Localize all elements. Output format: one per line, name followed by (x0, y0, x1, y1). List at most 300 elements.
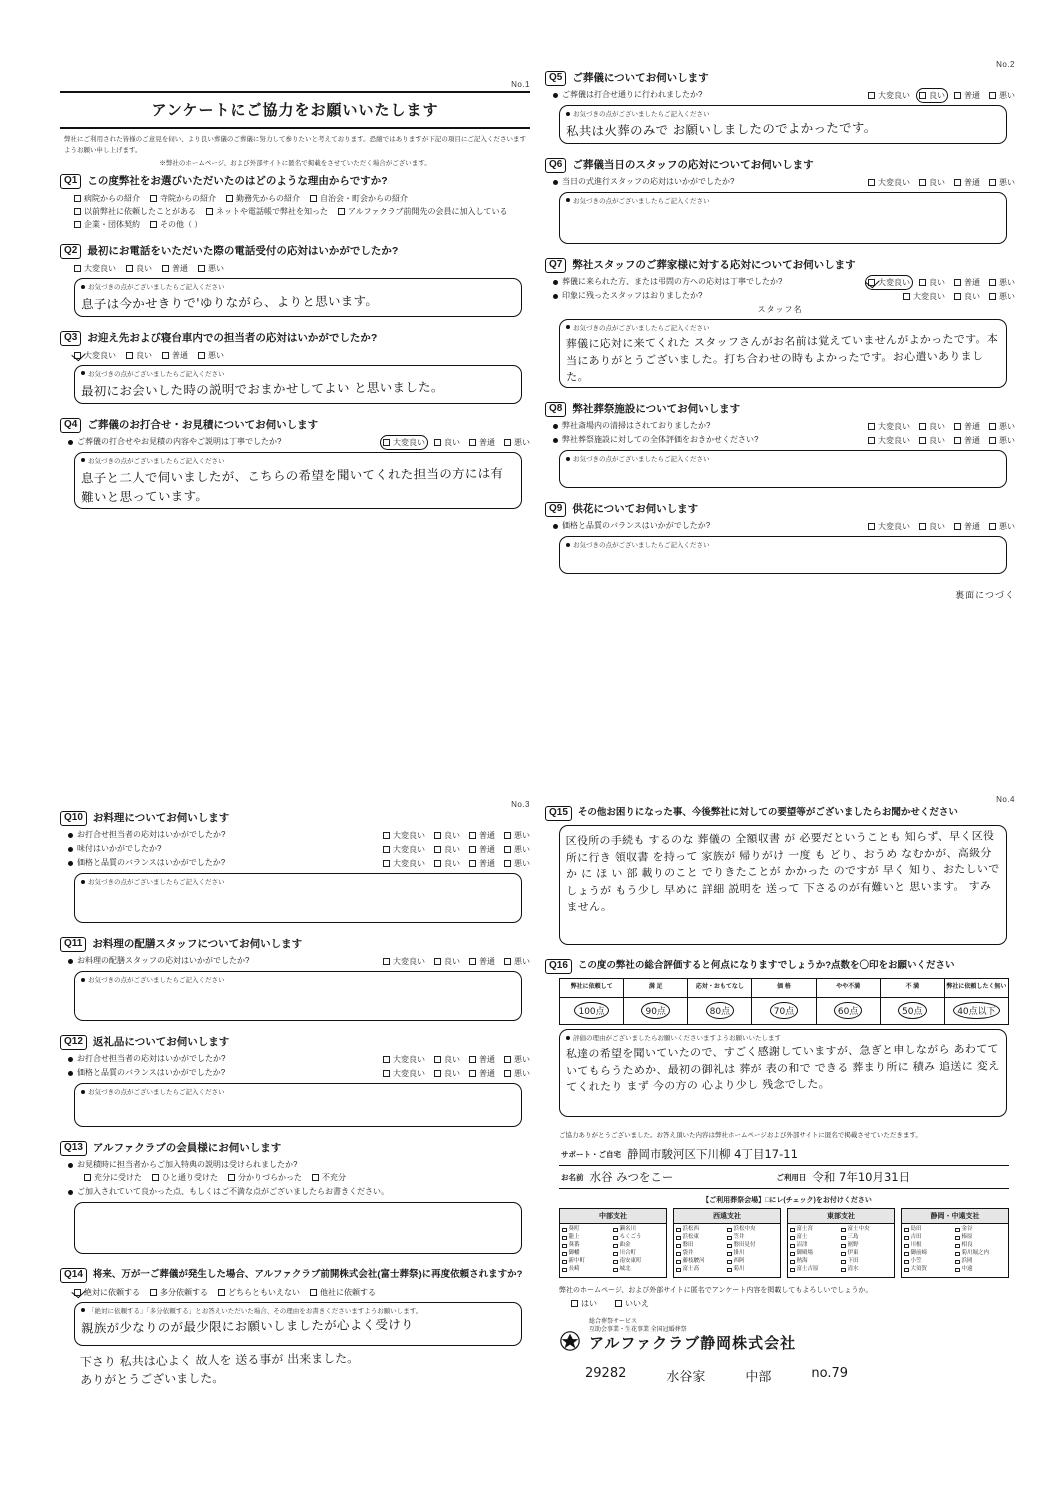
q16-title: この度の弊社の総合評価すると何点になりますでしょうか?点数を〇印をお願いください (577, 960, 955, 971)
branch-item[interactable]: 曲金 (613, 1242, 664, 1250)
checkbox[interactable] (868, 92, 875, 99)
q6-option-1[interactable]: 良い (919, 177, 945, 188)
q1-option-5[interactable]: ネットや電話帳で弊社を知った (206, 206, 328, 217)
branch-items-3 (902, 1224, 1008, 1277)
branch-item[interactable]: 掛川 (727, 1250, 778, 1258)
q3-option-3[interactable]: 悪い (198, 350, 224, 361)
q10-2-option-0[interactable]: 大変良い (383, 858, 425, 869)
q5-option-1[interactable]: 良い (919, 90, 945, 101)
checkbox[interactable] (469, 846, 476, 853)
q7-1-option-1[interactable]: 良い (919, 277, 945, 288)
checkbox[interactable] (919, 179, 926, 186)
checkbox[interactable] (989, 423, 996, 430)
q2-option-1[interactable]: 良い (126, 263, 152, 274)
q12-1-option-0[interactable]: 大変良い (383, 1068, 425, 1079)
q10-2-option-1[interactable]: 良い (434, 858, 460, 869)
branch-item[interactable]: 西阿 (727, 1258, 778, 1266)
checkbox[interactable] (504, 439, 511, 446)
q7-sub-2: 印象に残ったスタッフはおりましたか? 大変良い 良い 悪い (553, 291, 1015, 302)
q16-handwritten-answer: 私達の希望を聞いていたので、すごく感謝していますが、急ぎと申しながら あわてていてもらうためか、最初の御礼は 葬が 表の和で できる 葬まり所に 積み 追送に 変えてくれたり まず 今の方の 心より少し 残念でした。 (565, 1042, 1000, 1094)
checkbox[interactable] (228, 1174, 235, 1181)
q13-option-2[interactable]: 分かりづらかった (228, 1172, 302, 1183)
checkbox[interactable] (504, 958, 511, 965)
q4-comment-hint: お気づきの点がございましたらご記入ください (81, 456, 515, 465)
checkbox[interactable] (226, 195, 233, 202)
branch-item[interactable]: 川根 (904, 1242, 955, 1250)
q12-0-option-3[interactable]: 悪い (504, 1054, 530, 1065)
q3-option-1[interactable]: 良い (126, 350, 152, 361)
checkbox[interactable] (469, 1056, 476, 1063)
q10-2-option-3[interactable]: 悪い (504, 858, 530, 869)
q4-comment-box[interactable] (74, 452, 522, 510)
question-q1 (60, 174, 530, 230)
q1-option-1[interactable]: 寺院からの紹介 (150, 193, 216, 204)
q9-comment-box[interactable] (559, 536, 1007, 574)
checkbox[interactable] (162, 265, 169, 272)
branch-item[interactable]: 浜松西 (676, 1226, 727, 1234)
checkbox[interactable] (383, 1056, 390, 1063)
q8-1-option-1[interactable]: 良い (919, 421, 945, 432)
q10-0-option-2[interactable]: 普通 (469, 830, 495, 841)
page-title: アンケートにご協力をお願いいたします (60, 91, 530, 129)
branch-item[interactable]: 下田 (841, 1258, 892, 1266)
q11-0-option-3[interactable]: 悪い (504, 956, 530, 967)
checkbox[interactable] (383, 832, 390, 839)
q3-comment-box[interactable] (74, 365, 522, 404)
checkbox[interactable] (74, 208, 81, 215)
q5-option-2[interactable]: 普通 (954, 90, 980, 101)
q14-comment-box[interactable] (74, 1302, 522, 1346)
branch-item[interactable]: 富士高 (676, 1266, 727, 1274)
q7-2-option-1[interactable]: 良い (954, 291, 980, 302)
sheet-number-2: No.2 (996, 60, 1015, 69)
q1-option-4[interactable]: 以前弊社に依頼したことがある (74, 206, 196, 217)
checkbox[interactable] (218, 1289, 225, 1296)
q12-1-option-1[interactable]: 良い (434, 1068, 460, 1079)
q11-0-option-2[interactable]: 普通 (469, 956, 495, 967)
q10-0-option-1[interactable]: 良い (434, 830, 460, 841)
q10-1-option-3[interactable]: 悪い (504, 844, 530, 855)
company-tagline-1: 総合葬祭サービス (589, 1319, 638, 1326)
checkbox[interactable] (989, 437, 996, 444)
branch-item[interactable]: 長崎 (562, 1266, 613, 1274)
checkbox[interactable] (954, 92, 961, 99)
consent-yes[interactable]: はい (571, 1298, 597, 1309)
score-col-5[interactable]: 不 満 50点 (881, 979, 945, 1024)
checkbox[interactable] (198, 352, 205, 359)
checkbox[interactable] (434, 958, 441, 965)
checkbox[interactable] (919, 437, 926, 444)
q2-option-2[interactable]: 普通 (162, 263, 188, 274)
q11-scale-0 (383, 956, 530, 967)
continue-note: 裏面につづく (955, 590, 1015, 601)
q10-scale-1 (383, 844, 530, 855)
checkbox[interactable] (338, 208, 345, 215)
checkbox[interactable] (989, 92, 996, 99)
checkbox[interactable] (469, 832, 476, 839)
q10-2-option-2[interactable]: 普通 (469, 858, 495, 869)
q9-option-2[interactable]: 普通 (954, 521, 980, 532)
branch-item[interactable]: 富士中央 (841, 1226, 892, 1234)
branch-item[interactable]: 清水 (841, 1266, 892, 1274)
score-col-3[interactable]: 価 格 70点 (752, 979, 816, 1024)
q14-comment-hint: 「絶対に依頼する」「多分依頼する」とお答えいただいた場合、その理由をお書きくださいますようお願いします。 (81, 1306, 515, 1315)
footer-thanks: ご協力ありがとうございました。お答え頂いた内容は弊社ホームページおよび外部サイトに匿名で掲載させていただきます。 (559, 1132, 922, 1139)
branch-item[interactable]: 浜岡 (955, 1258, 1006, 1266)
q13-comment-box[interactable] (74, 1202, 522, 1254)
checkbox[interactable] (312, 1174, 319, 1181)
checkbox[interactable] (434, 860, 441, 867)
checkbox[interactable] (504, 1056, 511, 1063)
checkbox[interactable] (469, 1070, 476, 1077)
q7-scale-2 (903, 291, 1015, 302)
checkbox[interactable] (504, 1070, 511, 1077)
q6-option-2[interactable]: 普通 (954, 177, 980, 188)
score-col-6[interactable]: 弊社に依頼したく無い 40点以下 (945, 979, 1008, 1024)
q3-option-2[interactable]: 普通 (162, 350, 188, 361)
q5-sub: ご葬儀は打合せ通りに行われましたか? 大変良い 良い 普通 悪い (553, 90, 1015, 101)
q2-option-0[interactable]: 大変良い (74, 263, 116, 274)
q1-option-2[interactable]: 勤務先からの紹介 (226, 193, 300, 204)
q4-option-2[interactable]: 普通 (469, 437, 495, 448)
q3-handwritten-answer: 最初にお会いした時の説明でおまかせしてよい と思いました。 (80, 379, 444, 399)
checkbox[interactable] (383, 846, 390, 853)
q7-1-option-2[interactable]: 普通 (954, 277, 980, 288)
q6-comment-box[interactable] (559, 192, 1007, 244)
branch-item[interactable]: 菊川 (727, 1266, 778, 1274)
q8-2-option-0[interactable]: 大変良い (868, 435, 910, 446)
checkbox[interactable] (469, 958, 476, 965)
q5-option-0[interactable]: 大変良い (868, 90, 910, 101)
q11-0-option-0[interactable]: 大変良い (383, 956, 425, 967)
q10-0-option-3[interactable]: 悪い (504, 830, 530, 841)
q3-option-0[interactable]: 大変良い (74, 350, 116, 361)
q5-option-3[interactable]: 悪い (989, 90, 1015, 101)
q7-sub-1: 葬儀に来られた方、または弔問の方への応対は丁寧でしたか? 大変良い 良い 普通 悪い (553, 277, 1015, 288)
checkbox[interactable] (989, 179, 996, 186)
q4-option-0[interactable]: 大変良い (383, 437, 425, 448)
branch-item[interactable]: 熱海 (790, 1258, 841, 1266)
checkbox[interactable] (150, 195, 157, 202)
q10-1-option-1[interactable]: 良い (434, 844, 460, 855)
q9-option-3[interactable]: 悪い (989, 521, 1015, 532)
branch-item[interactable]: 吉田 (904, 1234, 955, 1242)
branch-item[interactable]: 城北 (613, 1266, 664, 1274)
checkbox[interactable] (84, 1174, 91, 1181)
checkbox[interactable] (868, 437, 875, 444)
q1-option-8[interactable]: その他（ ） (150, 219, 202, 230)
branch-item[interactable]: 裾野 (841, 1242, 892, 1250)
branch-item[interactable]: 小笠 (904, 1258, 955, 1266)
checkbox-checked[interactable] (74, 1289, 81, 1296)
checkbox[interactable] (126, 352, 133, 359)
checkbox[interactable] (504, 860, 511, 867)
question-q7 (545, 258, 1015, 389)
branch-item[interactable]: 沼津 (790, 1242, 841, 1250)
score-col-0[interactable]: 弊社に依頼して 100点 (560, 979, 624, 1024)
checkbox[interactable] (954, 437, 961, 444)
checkbox[interactable] (150, 1289, 157, 1296)
q14-option-2[interactable]: どちらともいえない (218, 1287, 300, 1298)
checkbox[interactable] (74, 265, 81, 272)
checkbox[interactable] (504, 846, 511, 853)
checkbox[interactable] (989, 523, 996, 530)
checkbox[interactable] (469, 439, 476, 446)
q2-comment-box[interactable] (74, 278, 522, 317)
company-block (559, 1319, 1009, 1351)
checkbox[interactable] (434, 832, 441, 839)
branch-item[interactable]: 袋井 (676, 1250, 727, 1258)
q14-option-1[interactable]: 多分依頼する (150, 1287, 208, 1298)
checkbox[interactable] (919, 423, 926, 430)
branch-item[interactable]: 御幡 (562, 1250, 613, 1258)
q4-option-3[interactable]: 悪い (504, 437, 530, 448)
question-q2 (60, 244, 530, 317)
checkbox[interactable] (310, 1289, 317, 1296)
checkbox[interactable] (954, 279, 961, 286)
branch-item[interactable]: 南安東町 (613, 1258, 664, 1266)
consent-no[interactable]: いいえ (615, 1298, 649, 1309)
branch-items-1 (674, 1224, 780, 1277)
q2-scale (74, 263, 530, 274)
footer-hand-mid: 水谷家 (666, 1369, 706, 1385)
q8-2-option-2[interactable]: 普通 (954, 435, 980, 446)
q8-comment-box[interactable] (559, 450, 1007, 488)
checkbox[interactable] (868, 523, 875, 530)
checkbox[interactable] (74, 221, 81, 228)
q1-option-7[interactable]: 企業・団体契約 (74, 219, 140, 230)
branch-item[interactable]: 富士宮 (790, 1226, 841, 1234)
q7-2-option-2[interactable]: 悪い (989, 291, 1015, 302)
q8-comment-hint: お気づきの点がございましたらご記入ください (566, 454, 1000, 463)
q10-comment-hint: お気づきの点がございましたらご記入ください (81, 877, 515, 886)
q7-2-option-0[interactable]: 大変良い (903, 291, 945, 302)
checkbox[interactable] (989, 293, 996, 300)
q14-option-3[interactable]: 他社に依頼する (310, 1287, 376, 1298)
checkbox[interactable] (206, 208, 213, 215)
q11-comment-box[interactable] (74, 971, 522, 1021)
q4-handwritten-answer: 息子と二人で伺いましたが、こちらの希望を聞いてくれた担当の方には有難いと思っています。 (80, 465, 504, 505)
q8-scale-2 (868, 435, 1015, 446)
sheet-1 (60, 80, 530, 523)
q5-comment-hint: お気づきの点がございましたらご記入ください (566, 109, 1000, 118)
branch-item[interactable]: 葵番 (562, 1242, 613, 1250)
checkbox[interactable] (162, 352, 169, 359)
branch-item[interactable]: 中遠 (955, 1266, 1006, 1274)
q11-0-option-1[interactable]: 良い (434, 956, 460, 967)
checkbox[interactable] (954, 423, 961, 430)
score-col-2[interactable]: 応対・おもてなし 80点 (688, 979, 752, 1024)
q14-option-0[interactable]: 絶対に依頼する (74, 1287, 140, 1298)
q2-option-3[interactable]: 悪い (198, 263, 224, 274)
branch-item[interactable]: 島田 (904, 1226, 955, 1234)
q12-sub-0: お打合せ担当者の応対はいかがでしたか? 大変良い 良い 普通 悪い (68, 1054, 530, 1065)
q12-scale-0 (383, 1054, 530, 1065)
checkbox[interactable] (571, 1300, 578, 1307)
q6-option-3[interactable]: 悪い (989, 177, 1015, 188)
branch-items-0 (560, 1224, 666, 1277)
q7-scale-1 (868, 277, 1015, 288)
intro-body: 弊社にご利用された皆様のご意見を伺い、より良い葬儀のご葬儀に努力して参りたいと考えております。恐縮ではありますが下記の項目にご記入くださいますようお願い申し上げます。 (64, 136, 526, 154)
checkbox[interactable] (310, 195, 317, 202)
q16-score-table[interactable] (559, 978, 1009, 1025)
checkbox[interactable] (954, 179, 961, 186)
checkbox[interactable] (434, 439, 441, 446)
q13-options (84, 1172, 530, 1183)
q7-1-option-0[interactable]: 大変良い (868, 277, 910, 288)
q8-sub-1: 弊社斎場内の清掃はされておりましたか? 大変良い 良い 普通 悪い (553, 421, 1015, 432)
checkbox[interactable] (919, 523, 926, 530)
checkbox[interactable] (868, 179, 875, 186)
q13-sub-1: お見積時に担当者からご加入特典の説明は受けられましたか? (68, 1160, 530, 1170)
checkbox[interactable] (919, 92, 926, 99)
branch-item[interactable]: 富士吉原 (790, 1266, 841, 1274)
checkbox[interactable] (198, 265, 205, 272)
q7-1-option-3[interactable]: 悪い (989, 277, 1015, 288)
branch-item[interactable]: 大須賀 (904, 1266, 955, 1274)
q10-1-option-2[interactable]: 普通 (469, 844, 495, 855)
branch-item[interactable]: 相良 (955, 1242, 1006, 1250)
checkbox[interactable] (919, 279, 926, 286)
question-q9 (545, 502, 1015, 574)
q12-1-option-2[interactable]: 普通 (469, 1068, 495, 1079)
score-col-1[interactable]: 満 足 90点 (624, 979, 688, 1024)
checkbox[interactable] (868, 423, 875, 430)
branch-item[interactable]: 伊東 (841, 1250, 892, 1258)
q1-option-6[interactable]: アルファクラブ前開先の会員に加入している (338, 206, 508, 217)
branch-item[interactable]: 藤枝駿河 (676, 1258, 727, 1266)
q10-1-option-0[interactable]: 大変良い (383, 844, 425, 855)
checkbox[interactable] (954, 293, 961, 300)
company-tagline-2: 互助会事業・生花事業 全国冠婚葬祭 (589, 1326, 687, 1333)
q11-number: Q11 (60, 937, 86, 952)
branch-item[interactable]: 籠上 (562, 1234, 613, 1242)
checkbox[interactable] (434, 846, 441, 853)
q9-title: 供花についてお伺いします (572, 503, 699, 516)
q4-title: ご葬儀のお打合せ・お見積についてお伺いします (87, 418, 319, 431)
branch-item[interactable]: 笠井 (727, 1234, 778, 1242)
q8-title: 弊社葬祭施設についてお伺いします (572, 403, 741, 416)
q10-0-option-0[interactable]: 大変良い (383, 830, 425, 841)
q12-title: 返礼品についてお伺いします (92, 1036, 230, 1048)
branch-item[interactable]: 富士 (790, 1234, 841, 1242)
checkbox[interactable] (434, 1070, 441, 1077)
checkbox-checked[interactable] (868, 279, 875, 286)
checkbox[interactable] (383, 1070, 390, 1077)
checkbox[interactable] (954, 523, 961, 530)
q13-option-1[interactable]: ひと通り受けた (152, 1172, 218, 1183)
checkbox[interactable] (150, 221, 157, 228)
q10-comment-box[interactable] (74, 873, 522, 923)
q11-sub-0: お料理の配膳スタッフの応対はいかがでしたか? 大変良い 良い 普通 悪い (68, 956, 530, 967)
info-row-name[interactable]: お名前 水谷 みつをこー ご利用日 令和 7年10月31日 (559, 1166, 1009, 1189)
checkbox[interactable] (152, 1174, 159, 1181)
checkbox[interactable] (615, 1300, 622, 1307)
branch-item[interactable]: 榛原 (955, 1234, 1006, 1242)
q12-0-option-2[interactable]: 普通 (469, 1054, 495, 1065)
branch-item[interactable]: 御前崎 (904, 1250, 955, 1258)
branch-item[interactable]: 葵町 (562, 1226, 613, 1234)
branch-item[interactable]: 三島 (841, 1234, 892, 1242)
q15-title: その他お困りになった事、今後弊社に対しての要望等がございましたらお聞かせください (577, 807, 958, 818)
q15-handwritten-answer: 区役所の手続も するのな 葬儀の 全額収書 が 必要だということも 知らず、早く区役所に行き 領収書 を持って 家族が 帰りがけ 一度 も どり、おうめ なむかが、高級分か に ほ い 部 載りのこと でりきたことが かかった のですが 早く 知り、おたしいでしょうが もう少し 早めに 詳細 説明を 送って 下さるのが有難いと 思います。 すみません。 (565, 829, 1000, 914)
q9-option-0[interactable]: 大変良い (868, 521, 910, 532)
branch-item[interactable]: 新中町 (562, 1258, 613, 1266)
q8-2-option-1[interactable]: 良い (919, 435, 945, 446)
checkbox[interactable] (383, 958, 390, 965)
q15-number: Q15 (545, 806, 572, 821)
checkbox[interactable] (383, 439, 390, 446)
branch-item[interactable]: 磐田見付 (727, 1242, 778, 1250)
checkbox[interactable] (383, 860, 390, 867)
checkbox-checked[interactable] (74, 352, 81, 359)
q12-scale-1 (383, 1068, 530, 1079)
q9-option-1[interactable]: 良い (919, 521, 945, 532)
branch-item[interactable]: ろくごう (613, 1234, 664, 1242)
checkbox[interactable] (504, 832, 511, 839)
q7-handwritten-answer: 葬儀に応対に来てくれた スタッフさんがお名前は覚えていませんがよかったです。本当にありがとうございました。打ち合わせの時もよかったです。お心遣いありました。 (565, 332, 999, 384)
q12-0-option-0[interactable]: 大変良い (383, 1054, 425, 1065)
q8-1-option-2[interactable]: 普通 (954, 421, 980, 432)
footer-consent-note: 弊社のホームページ、および外部サイトに匿名でアンケート内容を掲載してもよろしいでしょうか。 (559, 1286, 873, 1294)
q4-option-1[interactable]: 良い (434, 437, 460, 448)
info-row-address[interactable]: サポート・ご自宅 静岡市駿河区下川柳 4丁目17-11 (559, 1143, 1009, 1166)
q7-title: 弊社スタッフのご葬家様に対する応対についてお伺いします (572, 258, 856, 271)
branch-item[interactable]: 瀬名川 (613, 1226, 664, 1234)
question-q8 (545, 402, 1015, 488)
q12-comment-box[interactable] (74, 1083, 522, 1127)
q14-handwritten-extra: 下さり 私共は心よく 故人を 送る事が 出来ました。 ありがとうございました。 (79, 1351, 360, 1387)
branch-col-2: 東部支社 富士宮 富士中央 富士 三島 沼津 裾野 御殿場 伊東 熱海 下田 富士吉原 清水 (787, 1208, 895, 1278)
score-col-4[interactable]: やや不満 60点 (817, 979, 881, 1024)
q1-option-3[interactable]: 自治会・町会からの紹介 (310, 193, 408, 204)
q13-option-3[interactable]: 不充分 (312, 1172, 346, 1183)
q8-sub-2: 弊社葬祭施設に対しての全体評価をおきかせください? 大変良い 良い 普通 悪い (553, 435, 1015, 446)
branch-item[interactable]: 御殿場 (790, 1250, 841, 1258)
intro-text (64, 135, 526, 170)
q12-0-option-1[interactable]: 良い (434, 1054, 460, 1065)
branch-item[interactable]: 金谷 (955, 1226, 1006, 1234)
q8-scale-1 (868, 421, 1015, 432)
q13-option-0[interactable]: 充分に受けた (84, 1172, 142, 1183)
q16-comment-box[interactable] (559, 1029, 1007, 1117)
branch-item[interactable]: 浜松東 (676, 1234, 727, 1242)
branch-item[interactable]: 菊川堀之内 (955, 1250, 1006, 1258)
checkbox[interactable] (469, 860, 476, 867)
q6-option-0[interactable]: 大変良い (868, 177, 910, 188)
q12-number: Q12 (60, 1035, 87, 1050)
q8-1-option-3[interactable]: 悪い (989, 421, 1015, 432)
branch-item[interactable]: 磐田 (676, 1242, 727, 1250)
q5-comment-box[interactable] (559, 105, 1007, 144)
branch-col-0: 中部支社 葵町 瀬名川 籠上 ろくごう 葵番 曲金 御幡 川合町 新中町 南安東町 長崎 城北 (559, 1208, 667, 1278)
q5-handwritten-answer: 私共は火葬のみで お願いしましたのでよかったです。 (565, 119, 877, 139)
q1-option-0[interactable]: 病院からの紹介 (74, 193, 140, 204)
q15-comment-box[interactable] (559, 825, 1007, 945)
q8-1-option-0[interactable]: 大変良い (868, 421, 910, 432)
branch-item[interactable]: 川合町 (613, 1250, 664, 1258)
checkbox[interactable] (434, 1056, 441, 1063)
q7-comment-box[interactable] (559, 319, 1007, 389)
branch-item[interactable]: 浜松中央 (727, 1226, 778, 1234)
q13-title: アルファクラブの会員様にお伺いします (92, 1142, 282, 1154)
checkbox[interactable] (989, 279, 996, 286)
q8-2-option-3[interactable]: 悪い (989, 435, 1015, 446)
checkbox[interactable] (74, 195, 81, 202)
q12-1-option-3[interactable]: 悪い (504, 1068, 530, 1079)
checkbox[interactable] (903, 293, 910, 300)
checkbox[interactable] (126, 265, 133, 272)
